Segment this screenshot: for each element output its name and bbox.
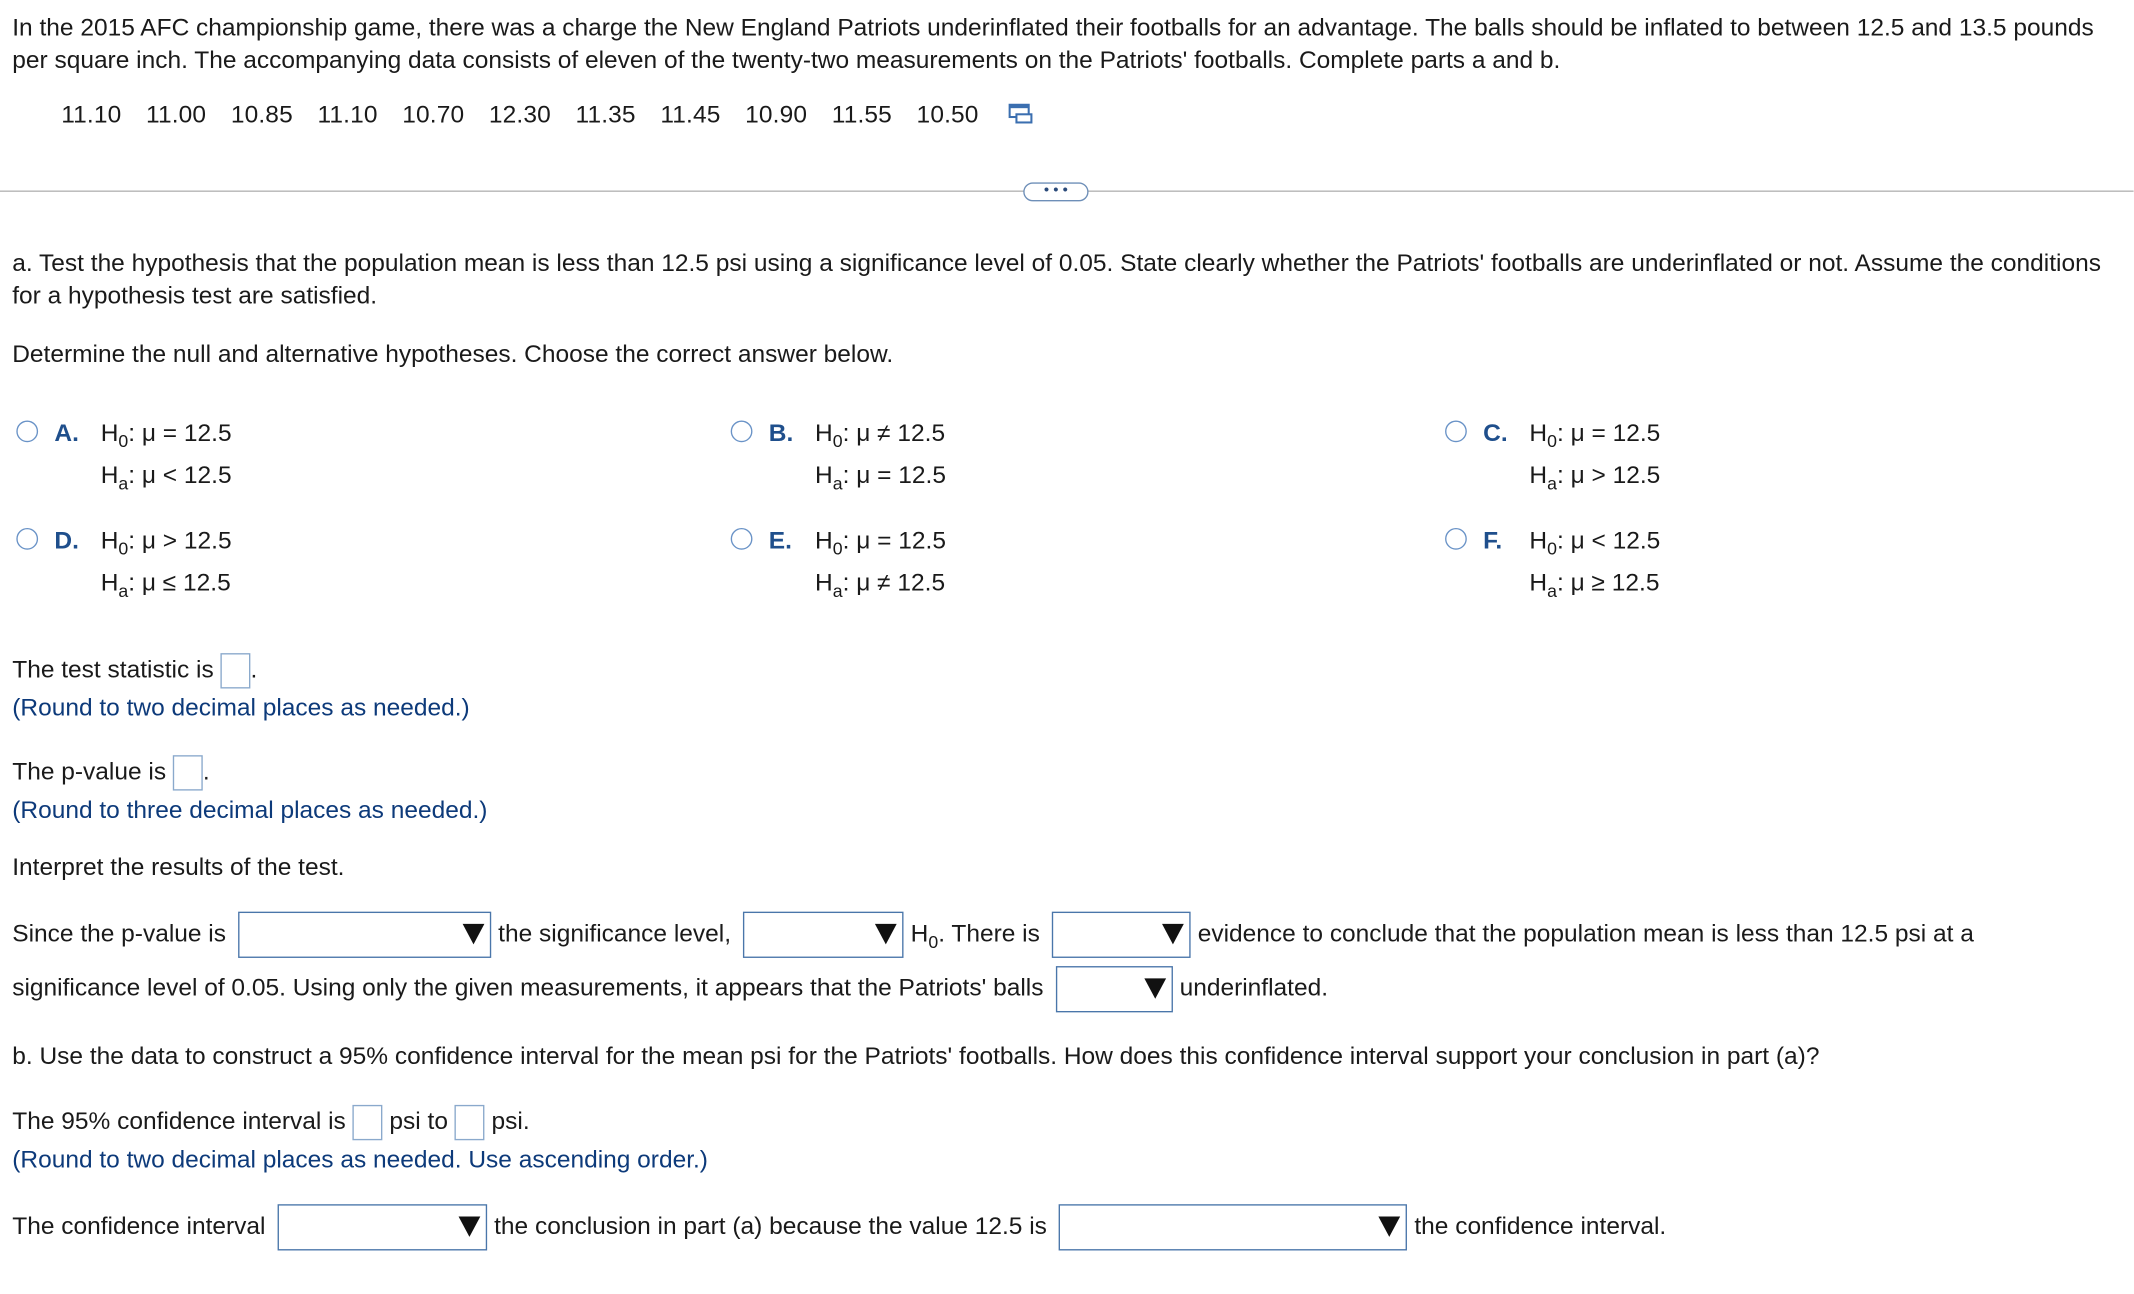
data-values-row xyxy=(61,101,1033,131)
option-a-letter: A. xyxy=(54,419,79,447)
h0-symbol: $H_0$ xyxy=(910,919,939,952)
expand-more-button[interactable]: • • • xyxy=(1023,182,1088,201)
test-statistic-row: The test statistic is . xyxy=(12,653,257,688)
chevron-down-icon xyxy=(463,924,485,944)
data-value: 10.90 xyxy=(745,100,808,128)
data-value: 10.85 xyxy=(230,100,293,128)
data-value: 10.70 xyxy=(402,100,465,128)
test-statistic-hint: (Round to two decimal places as needed.) xyxy=(12,693,470,722)
interpret-sentence-line-2: significance level of 0.05. Using only the given measurements, it appears that the Patriots' balls underinflated. xyxy=(12,966,1328,1012)
data-value: 10.50 xyxy=(916,100,979,128)
option-f-h0: $H_0$: μ < 12.5 xyxy=(1529,526,1661,559)
test-statistic-input[interactable] xyxy=(221,653,251,688)
data-value: 12.30 xyxy=(488,100,551,128)
data-value: 11.35 xyxy=(575,100,636,128)
ci-hint: (Round to two decimal places as needed. Use ascending order.) xyxy=(12,1145,708,1173)
option-b-letter: B. xyxy=(768,419,794,447)
p-value-input[interactable] xyxy=(173,755,203,790)
chevron-down-icon xyxy=(1162,924,1184,944)
interpret-prompt: Interpret the results of the test. xyxy=(12,853,345,881)
p-value-hint: (Round to three decimal places as needed.) xyxy=(12,796,488,824)
chevron-down-icon xyxy=(1379,1216,1401,1236)
option-f-radio[interactable] xyxy=(1445,528,1467,550)
ci-upper-input[interactable] xyxy=(455,1105,485,1140)
option-e-h0: $H_0$: μ = 12.5 xyxy=(815,526,946,559)
option-a-h0: $H_0$: μ = 12.5 xyxy=(100,419,232,452)
option-d-letter: D. xyxy=(54,526,79,554)
p-value-label: The p-value is xyxy=(12,757,167,785)
data-value: 11.45 xyxy=(660,100,721,128)
option-b-radio[interactable] xyxy=(731,420,753,442)
confidence-interval-row: The 95% confidence interval is psi to psi. xyxy=(12,1105,529,1140)
option-d-radio[interactable] xyxy=(16,528,38,550)
ci-position-dropdown[interactable] xyxy=(1059,1204,1407,1250)
part-a-prompt: a. Test the hypothesis that the population mean is less than 12.5 psi using a significance level of 0.05. State clearly whether the Patriots' footballs are underinflated or not. Assume the conditions for a hypothesis test are satisfied. xyxy=(12,249,2101,309)
p-value-row: The p-value is . xyxy=(12,755,209,790)
evidence-dropdown[interactable] xyxy=(1052,912,1191,958)
chevron-down-icon xyxy=(459,1216,481,1236)
option-b-h0: $H_0$: μ ≠ 12.5 xyxy=(815,419,946,452)
ci-conclusion-sentence: The confidence interval the conclusion in part (a) because the value 12.5 is the confidence interval. xyxy=(12,1204,1666,1250)
option-e-letter: E. xyxy=(768,526,792,554)
option-d-ha: $H_a$: μ ≤ 12.5 xyxy=(100,568,231,601)
chevron-down-icon xyxy=(875,924,897,944)
underinflated-dropdown[interactable] xyxy=(1056,966,1173,1012)
data-value: 11.10 xyxy=(61,100,122,128)
option-f-letter: F. xyxy=(1483,526,1503,554)
part-b-prompt: b. Use the data to construct a 95% confidence interval for the mean psi for the Patriots' footballs. How does this confidence interval support your conclusion in part (a)? xyxy=(12,1042,1820,1070)
copy-data-icon[interactable] xyxy=(1009,102,1033,131)
reject-decision-dropdown[interactable] xyxy=(743,912,904,958)
option-b-ha: $H_a$: μ = 12.5 xyxy=(815,461,946,494)
chevron-down-icon xyxy=(1144,978,1166,998)
data-value: 11.10 xyxy=(317,100,378,128)
ci-lower-input[interactable] xyxy=(353,1105,383,1140)
option-f-ha: $H_a$: μ ≥ 12.5 xyxy=(1529,568,1660,601)
data-value: 11.55 xyxy=(831,100,892,128)
problem-intro: In the 2015 AFC championship game, there was a charge the New England Patriots underinflated their footballs for an advantage. The balls should be inflated to between 12.5 and 13.5 pounds per square inch. The accompanying data consists of eleven of the twenty-two measurements on the Patriots' footballs. Complete parts a and b. xyxy=(12,13,2094,74)
test-statistic-label: The test statistic is xyxy=(12,655,214,683)
hypotheses-prompt: Determine the null and alternative hypotheses. Choose the correct answer below. xyxy=(12,340,894,368)
interpret-sentence-line-1: Since the p-value is the significance level, $H_0$. There is evidence to conclude that the population mean is less than 12.5 psi at a xyxy=(12,912,1974,958)
option-d-h0: $H_0$: μ > 12.5 xyxy=(100,526,232,559)
pvalue-comparison-dropdown[interactable] xyxy=(238,912,491,958)
option-e-ha: $H_a$: μ ≠ 12.5 xyxy=(815,568,946,601)
option-c-radio[interactable] xyxy=(1445,420,1467,442)
option-c-ha: $H_a$: μ > 12.5 xyxy=(1529,461,1661,494)
ci-support-dropdown[interactable] xyxy=(278,1204,488,1250)
option-c-h0: $H_0$: μ = 12.5 xyxy=(1529,419,1661,452)
data-value: 11.00 xyxy=(146,100,207,128)
option-a-radio[interactable] xyxy=(16,420,38,442)
option-e-radio[interactable] xyxy=(731,528,753,550)
option-a-ha: $H_a$: μ < 12.5 xyxy=(100,461,232,494)
option-c-letter: C. xyxy=(1483,419,1508,447)
